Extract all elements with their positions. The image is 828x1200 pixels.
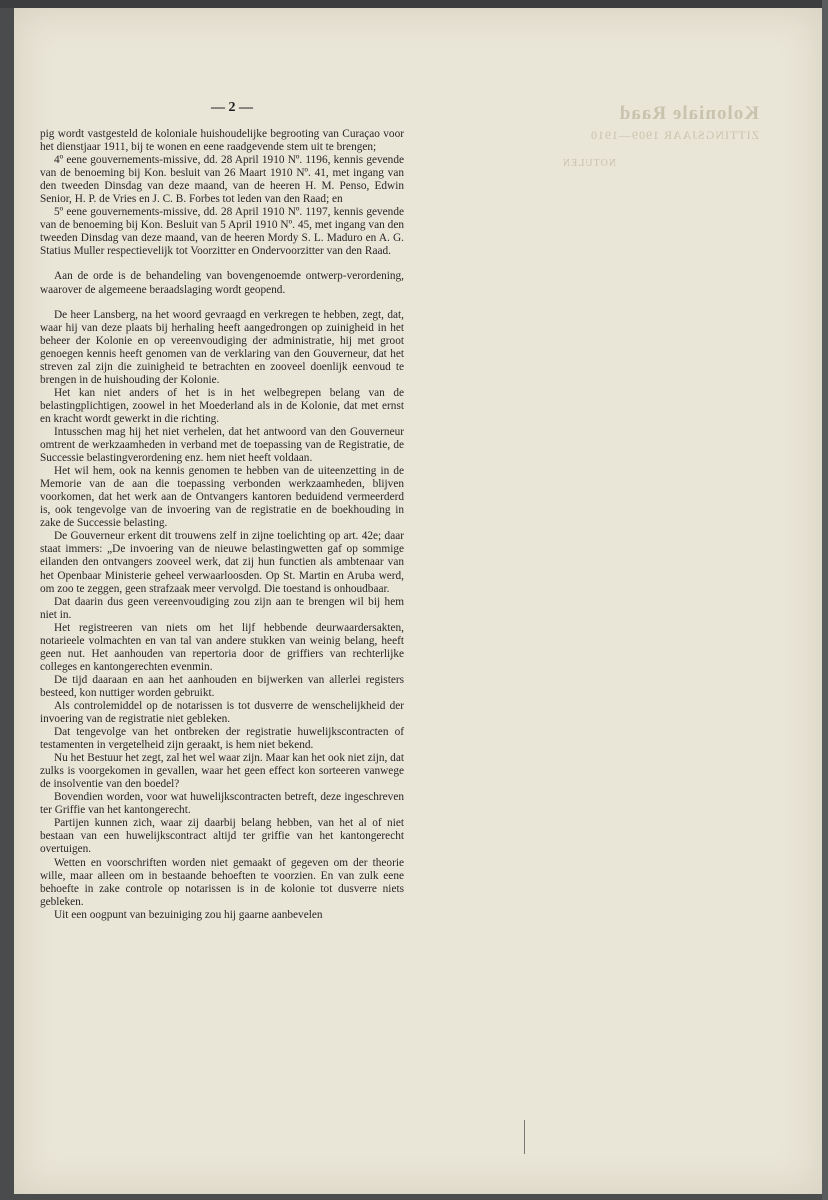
scan-mark [524,1120,525,1154]
paragraph: Het kan niet anders of het is in het welbegrepen belang van de belastingplichtigen, zoowel in het Moederland als in de Kolonie, dat met ernst en kracht wordt gewerkt in die richting. [40,386,404,425]
bleed-through-heading [529,104,759,169]
paragraph: Intusschen mag hij het niet verhelen, dat het antwoord van den Gouverneur omtrent de werkzaamheden in verband met de toepassing van de Registratie, de Successie belastingverordening enz. hem niet heeft voldaan. [40,425,404,465]
paragraph: 5º eene gouvernements-missive, dd. 28 April 1910 Nº. 1197, kennis gevende van de benoeming bij Kon. Besluit van 5 April 1910 Nº. 45, met ingang van den tweeden Dinsdag van deze maand, van de heeren Mordy S. L. Maduro en A. G. Statius Muller respectievelijk tot Voorzitter en Ondervoorzitter van den Raad. [40,206,404,258]
paragraph: Het registreeren van niets om het lijf hebbende deurwaardersakten, notarieele volmachten en van tal van andere stukken van weinig belang, heeft geen nut. Het aanhouden van repertoria door de griffiers van rechterlijke colleges en kantongerechten evenmin. [40,621,404,673]
scanner-frame-right [822,0,828,1200]
paragraph: Het wil hem, ook na kennis genomen te hebben van de uiteenzetting in de Memorie van de aan die toepassing verbonden werkzaamheden, blijven voorkomen, dat het werk aan de Ontvangers kantoren beduidend vermeerderd is, ook tengevolge van de invoering van de registratie en de boekhouding in zake de Successie belasting. [40,465,404,530]
page-number: — 2 — [211,100,253,115]
bleed-through-line-3: NOTULEN [561,158,617,169]
paragraph: Wetten en voorschriften worden niet gemaakt of gegeven om der theorie wille, maar alleen om in bestaande behoeften te voorzien. En van zulk eene behoefte in zake controle op notarissen is in de kolonie tot dusverre niets gebleken. [40,856,404,908]
paragraph: De heer Lansberg, na het woord gevraagd en verkregen te hebben, zegt, dat, waar hij van deze plaats bij herhaling heeft aangedrongen op zuinigheid in het beheer der Kolonie en op vereenvoudiging der administratie, hij met groot genoegen kennis heeft genomen van de verklaring van den Gouverneur, dat het streven zal zijn die zuinigheid te betrachten en zooveel doenlijk eenvoud te brengen in de huishouding der Kolonie. [40,308,404,386]
paragraph: Bovendien worden, voor wat huwelijkscontracten betreft, deze ingeschreven ter Griffie van het kantongerecht. [40,791,404,817]
paragraph: Nu het Bestuur het zegt, zal het wel waar zijn. Maar kan het ook niet zijn, dat zulks is voorgekomen in gevallen, waar het geen effect kon sorteeren vanwege de insolventie van den boedel? [40,752,404,791]
paragraph: Uit een oogpunt van bezuiniging zou hij gaarne aanbevelen [54,908,323,921]
paragraph: pig wordt vastgesteld de koloniale huishoudelijke begrooting van Curaçao voor het dienstjaar 1911, bij te wonen en eene raadgevende stem uit te brengen; [40,128,404,154]
body-text [40,128,404,922]
paragraph: Aan de orde is de behandeling van bovengenoemde ontwerp-verordening, waarover de algemeene beraadslaging wordt geopend. [40,270,404,296]
paragraph: Partijen kunnen zich, waar zij daarbij belang hebben, van het al of niet bestaan van een huwelijkscontract altijd ter griffie van het kantongerecht overtuigen. [40,817,404,856]
paragraph: Als controlemiddel op de notarissen is tot dusverre de wenschelijkheid der invoering van de registratie niet gebleken. [40,699,404,726]
paragraph: De Gouverneur erkent dit trouwens zelf in zijne toelichting op art. 42e; daar staat immers: „De invoering van de nieuwe belastingwetten gaf op sommige eilanden den ontvangers zooveel werk, dat zij hun functien als ambtenaar van het Openbaar Ministerie geheel verwaarloosden. Op St. Martin en Aruba werd, om zoo te zeggen, geen strafzaak meer vervolgd. Die toestand is onhoudbaar. [40,530,404,595]
bleed-through-line-1: Koloniale Raad [618,103,759,124]
paragraph: De tijd daaraan en aan het aanhouden en bijwerken van allerlei registers besteed, kon nuttiger worden gebruikt. [40,673,404,699]
paragraph: Dat tengevolge van het ontbreken der registratie huwelijkscontracten of testamenten in vergetelheid zijn geraakt, is hem niet bekend. [40,726,404,752]
paragraph: 4º eene gouvernements-missive, dd. 28 April 1910 Nº. 1196, kennis gevende van de benoeming bij Kon. besluit van 26 Maart 1910 Nº. 41, met ingang van den tweeden Dinsdag van deze maand, van de heeren H. M. Penso, Edwin Senior, H. P. de Vries en J. C. B. Forbes tot leden van den Raad; en [40,154,404,206]
bleed-through-line-2: ZITTINGSJAAR 1909—1910 [590,128,759,142]
scanner-frame-top [0,0,828,8]
paragraph: Dat daarin dus geen vereenvoudiging zou zijn aan te brengen wil bij hem niet in. [40,595,404,621]
